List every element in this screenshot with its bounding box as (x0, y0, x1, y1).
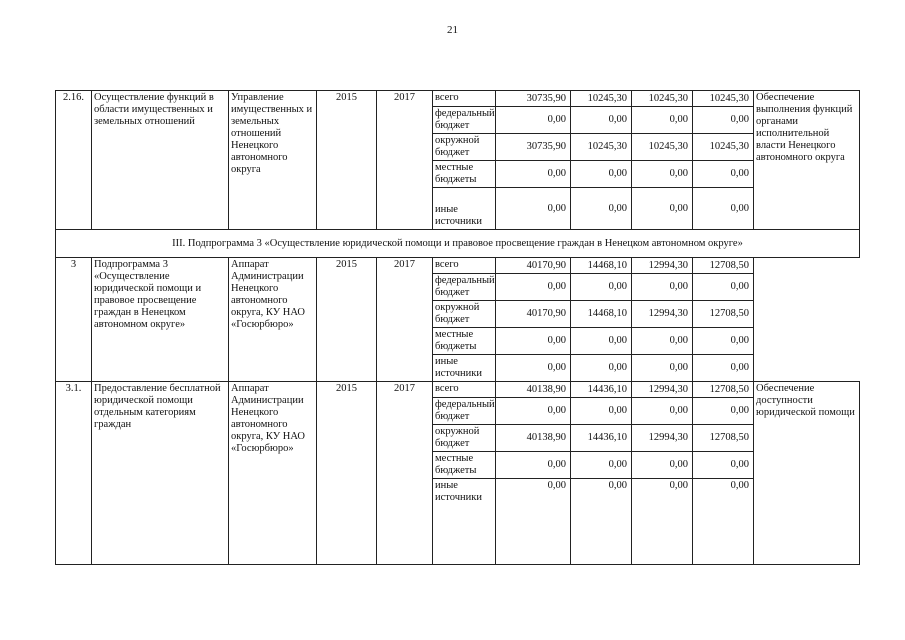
activity-name: Подпрограмма 3 «Осуществление юридической помощи и правовое просвещение граждан в Ненецком автономном округе» (92, 258, 229, 382)
value-2015: 0,00 (571, 328, 632, 355)
source-label: федеральный бюджет (433, 274, 496, 301)
value-2017: 12708,50 (693, 425, 754, 452)
value-total: 30735,90 (496, 91, 571, 107)
program-activities-table (55, 90, 860, 565)
value-2017: 0,00 (693, 107, 754, 134)
value-total: 0,00 (496, 188, 571, 230)
value-total: 0,00 (496, 328, 571, 355)
value-total: 40170,90 (496, 258, 571, 274)
source-label: иные источники (433, 479, 496, 565)
value-2016: 12994,30 (632, 258, 693, 274)
start-year: 2015 (317, 258, 377, 382)
expected-result: Обеспечение доступности юридической помощи (754, 382, 860, 565)
source-label: федеральный бюджет (433, 398, 496, 425)
value-2017: 12708,50 (693, 382, 754, 398)
source-label: местные бюджеты (433, 161, 496, 188)
value-2016: 12994,30 (632, 301, 693, 328)
start-year: 2015 (317, 91, 377, 230)
value-total: 0,00 (496, 274, 571, 301)
value-2017: 0,00 (693, 188, 754, 230)
value-2015: 14436,10 (571, 425, 632, 452)
activity-name: Осуществление функций в области имущественных и земельных отношений (92, 91, 229, 230)
value-2017: 0,00 (693, 479, 754, 565)
source-label: иные источники (433, 188, 496, 230)
value-total: 0,00 (496, 355, 571, 382)
expected-result (754, 258, 860, 382)
value-total: 0,00 (496, 479, 571, 565)
value-2016: 0,00 (632, 355, 693, 382)
value-2017: 10245,30 (693, 91, 754, 107)
value-2016: 0,00 (632, 161, 693, 188)
source-label: окружной бюджет (433, 134, 496, 161)
value-2017: 10245,30 (693, 134, 754, 161)
expected-result: Обеспечение выполнения функций органами исполнительной власти Ненецкого автономного округа (754, 91, 860, 230)
value-2015: 0,00 (571, 355, 632, 382)
source-label: местные бюджеты (433, 328, 496, 355)
table-row (56, 382, 860, 398)
value-2015: 14468,10 (571, 258, 632, 274)
activity-name: Предоставление бесплатной юридической помощи отдельным категориям граждан (92, 382, 229, 565)
table-row (56, 258, 860, 274)
source-label: федеральный бюджет (433, 107, 496, 134)
row-number: 2.16. (56, 91, 92, 230)
executor: Управление имущественных и земельных отношений Ненецкого автономного округа (229, 91, 317, 230)
source-label: всего (433, 382, 496, 398)
value-2016: 0,00 (632, 398, 693, 425)
value-2016: 0,00 (632, 274, 693, 301)
value-2017: 0,00 (693, 274, 754, 301)
table-row (56, 91, 860, 107)
source-label: иные источники (433, 355, 496, 382)
value-total: 30735,90 (496, 134, 571, 161)
value-total: 0,00 (496, 161, 571, 188)
value-2017: 12708,50 (693, 301, 754, 328)
value-2015: 10245,30 (571, 134, 632, 161)
value-2015: 0,00 (571, 188, 632, 230)
value-2015: 0,00 (571, 274, 632, 301)
source-label: окружной бюджет (433, 425, 496, 452)
value-total: 0,00 (496, 107, 571, 134)
value-total: 40138,90 (496, 382, 571, 398)
executor: Аппарат Администрации Ненецкого автономного округа, КУ НАО «Госюрбюро» (229, 382, 317, 565)
value-2017: 12708,50 (693, 258, 754, 274)
value-2017: 0,00 (693, 452, 754, 479)
value-2015: 0,00 (571, 452, 632, 479)
end-year: 2017 (377, 382, 433, 565)
section-row (56, 230, 860, 258)
section-title: III. Подпрограмма 3 «Осуществление юридической помощи и правовое просвещение граждан в Ненецком автономном округе» (56, 230, 860, 258)
value-2016: 0,00 (632, 107, 693, 134)
value-2016: 12994,30 (632, 382, 693, 398)
value-2016: 10245,30 (632, 91, 693, 107)
source-label: всего (433, 91, 496, 107)
value-2015: 0,00 (571, 479, 632, 565)
value-total: 0,00 (496, 398, 571, 425)
value-2015: 0,00 (571, 107, 632, 134)
start-year: 2015 (317, 382, 377, 565)
end-year: 2017 (377, 258, 433, 382)
source-label: местные бюджеты (433, 452, 496, 479)
value-2016: 12994,30 (632, 425, 693, 452)
value-2016: 10245,30 (632, 134, 693, 161)
value-2017: 0,00 (693, 161, 754, 188)
value-2016: 0,00 (632, 188, 693, 230)
source-label: окружной бюджет (433, 301, 496, 328)
value-total: 40138,90 (496, 425, 571, 452)
value-total: 40170,90 (496, 301, 571, 328)
value-2017: 0,00 (693, 398, 754, 425)
end-year: 2017 (377, 91, 433, 230)
value-2016: 0,00 (632, 328, 693, 355)
value-2015: 10245,30 (571, 91, 632, 107)
executor: Аппарат Администрации Ненецкого автономного округа, КУ НАО «Госюрбюро» (229, 258, 317, 382)
value-2015: 0,00 (571, 398, 632, 425)
value-2016: 0,00 (632, 479, 693, 565)
value-2015: 14436,10 (571, 382, 632, 398)
value-2016: 0,00 (632, 452, 693, 479)
value-2017: 0,00 (693, 328, 754, 355)
value-2017: 0,00 (693, 355, 754, 382)
source-label: всего (433, 258, 496, 274)
value-2015: 14468,10 (571, 301, 632, 328)
value-total: 0,00 (496, 452, 571, 479)
row-number: 3 (56, 258, 92, 382)
row-number: 3.1. (56, 382, 92, 565)
value-2015: 0,00 (571, 161, 632, 188)
page-number: 21 (447, 24, 458, 36)
